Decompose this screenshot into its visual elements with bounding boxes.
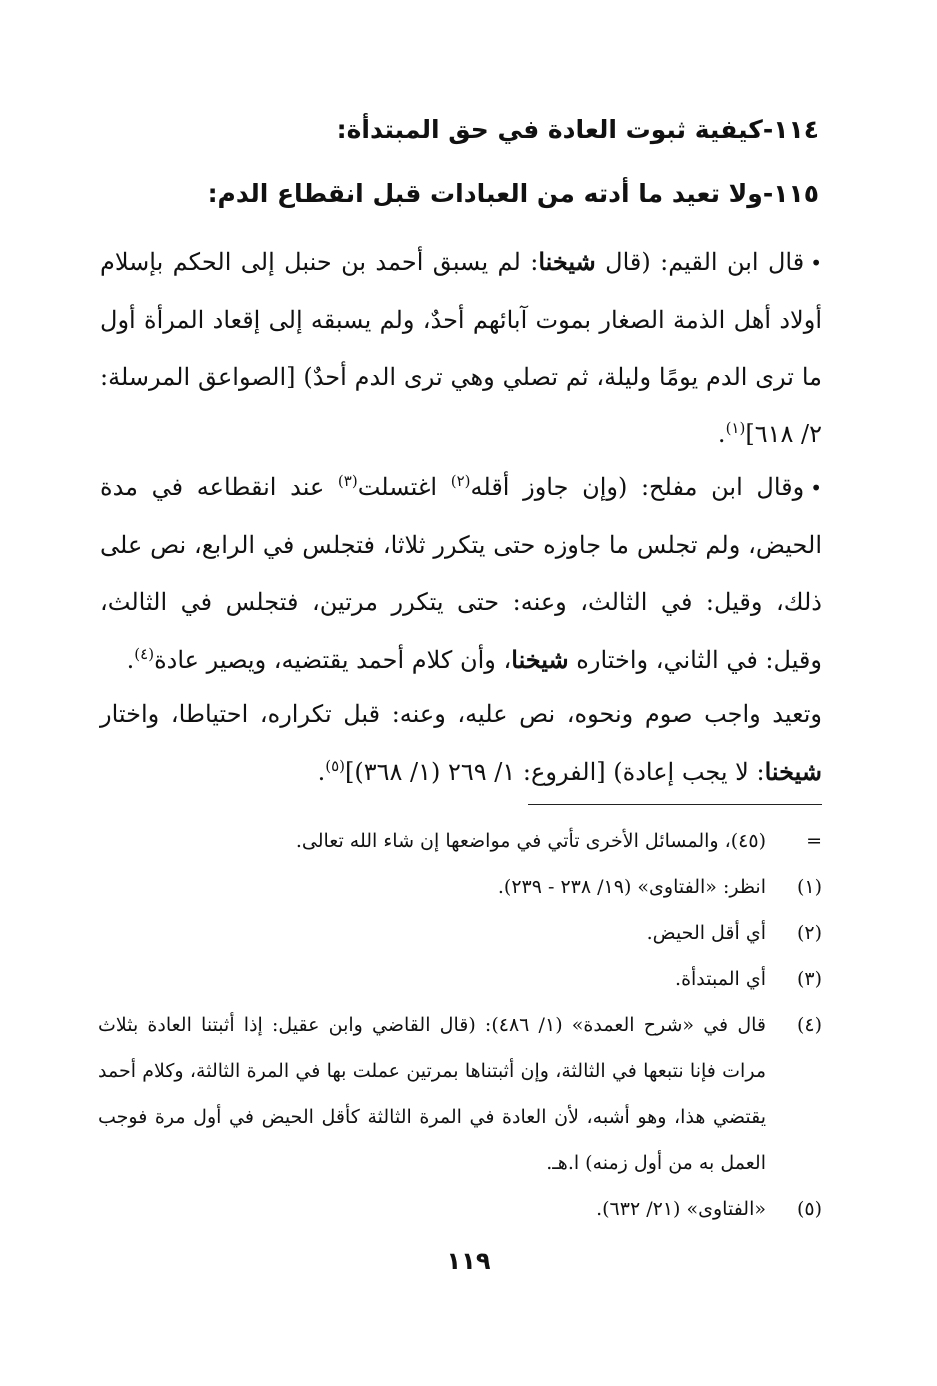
paragraph-repeat-fast — [100, 686, 822, 801]
quote-intro: قال ابن القيم: (قال — [595, 248, 805, 276]
shaykh-term: شيخنا — [764, 757, 822, 786]
text-segment: ، وأن كلام أحمد يقتضيه، ويصير عادة — [154, 646, 512, 674]
section-heading-114: ١١٤-كيفية ثبوت العادة في حق المبتدأة: — [336, 115, 819, 144]
footnote-4 — [98, 1002, 822, 1186]
shaykh-term: شيخنا — [511, 645, 569, 674]
page-number: ١١٩ — [446, 1247, 491, 1275]
footnote-2 — [98, 910, 822, 956]
sentence-end: . — [717, 420, 726, 448]
footnote-number: (١) — [796, 876, 822, 898]
footnote-text: أي أقل الحيض. — [646, 922, 766, 944]
text-segment: اغتسلت — [357, 473, 451, 501]
footnote-3 — [98, 956, 822, 1002]
text-segment: وقال ابن مفلح: (وإن جاوز أقله — [470, 473, 805, 501]
footnote-number: (٥) — [796, 1198, 822, 1220]
footnote-ref-1: (١) — [725, 419, 746, 437]
paragraph-ibn-muflih — [100, 459, 822, 689]
footnote-5 — [98, 1186, 822, 1232]
sentence-end: . — [317, 758, 326, 786]
footnotes-section — [98, 818, 822, 1232]
text-segment: : لا يجب إعادة) [الفروع: ١/ ٢٦٩ (١/ ٣٦٨)] — [344, 758, 765, 786]
footnote-text: (٤٥)، والمسائل الأخرى تأتي في مواضعها إن شاء الله تعالى. — [295, 830, 766, 852]
footnote-number: (٢) — [796, 922, 822, 944]
section-heading-115: ١١٥-ولا تعيد ما أدته من العبادات قبل انقطاع الدم: — [207, 179, 819, 208]
footnote-text: «الفتاوى» (٢١/ ٦٣٢). — [596, 1198, 766, 1220]
footnote-number: (٣) — [796, 968, 822, 990]
footnote-ref-5: (٥) — [325, 757, 345, 775]
footnote-ref-3: (٣) — [337, 472, 358, 490]
quote-body: : لم يسبق أحمد بن حنبل إلى الحكم بإسلام أولاد أهل الذمة الصغار بموت آبائهم أحدٌ، ولم يسبقه إلى إقعاد المرأة أول ما ترى الدم يومًا وليلة، ثم تصلي وهي ترى الدم أحدٌ) [الصواعق المرسلة: ٢/ ٦١٨] — [100, 248, 822, 448]
footnote-number: = — [806, 830, 822, 852]
footnote-text: أي المبتدأة. — [675, 968, 766, 990]
footnote-1 — [98, 864, 822, 910]
paragraph-ibn-al-qayyim — [100, 233, 822, 463]
sentence-end: . — [126, 646, 135, 674]
bullet-icon: • — [810, 476, 823, 500]
shaykh-term: شيخنا — [538, 247, 596, 276]
footnote-ref-4: (٤) — [134, 645, 155, 663]
footnote-divider — [528, 804, 822, 805]
text-segment: عند انقطاعه في مدة الحيض، ولم تجلس ما جاوزه حتى يتكرر ثلاثا، فتجلس في الرابع، نص على ذلك، وقيل: في الثالث، وعنه: حتى يتكرر مرتين، فتجلس في الثالث، وقيل: في الثاني، واختاره — [100, 473, 822, 674]
footnote-text: قال في «شرح العمدة» (١/ ٤٨٦): (قال القاضي وابن عقيل: إذا أثبتنا العادة بثلاث مرات فإنا نتبعها في الثالثة، وإن أثبتناها بمرتين عملت بها في المرة الثالثة، وكلام أحمد يقتضي هذا، وهو أشبه، لأن العادة في المرة الثالثة كأقل الحيض في أول مرة فوجب العمل به من أول زمنه) ا.هـ. — [98, 1014, 766, 1174]
footnote-continued — [98, 818, 822, 864]
bullet-icon: • — [810, 251, 822, 275]
footnote-text: انظر: «الفتاوى» (١٩/ ٢٣٨ - ٢٣٩). — [497, 876, 766, 898]
footnote-ref-2: (٢) — [450, 472, 471, 490]
footnote-number: (٤) — [796, 1014, 822, 1036]
text-segment: وتعيد واجب صوم ونحوه، نص عليه، وعنه: قبل تكراره، احتياطا، واختار — [100, 700, 822, 728]
